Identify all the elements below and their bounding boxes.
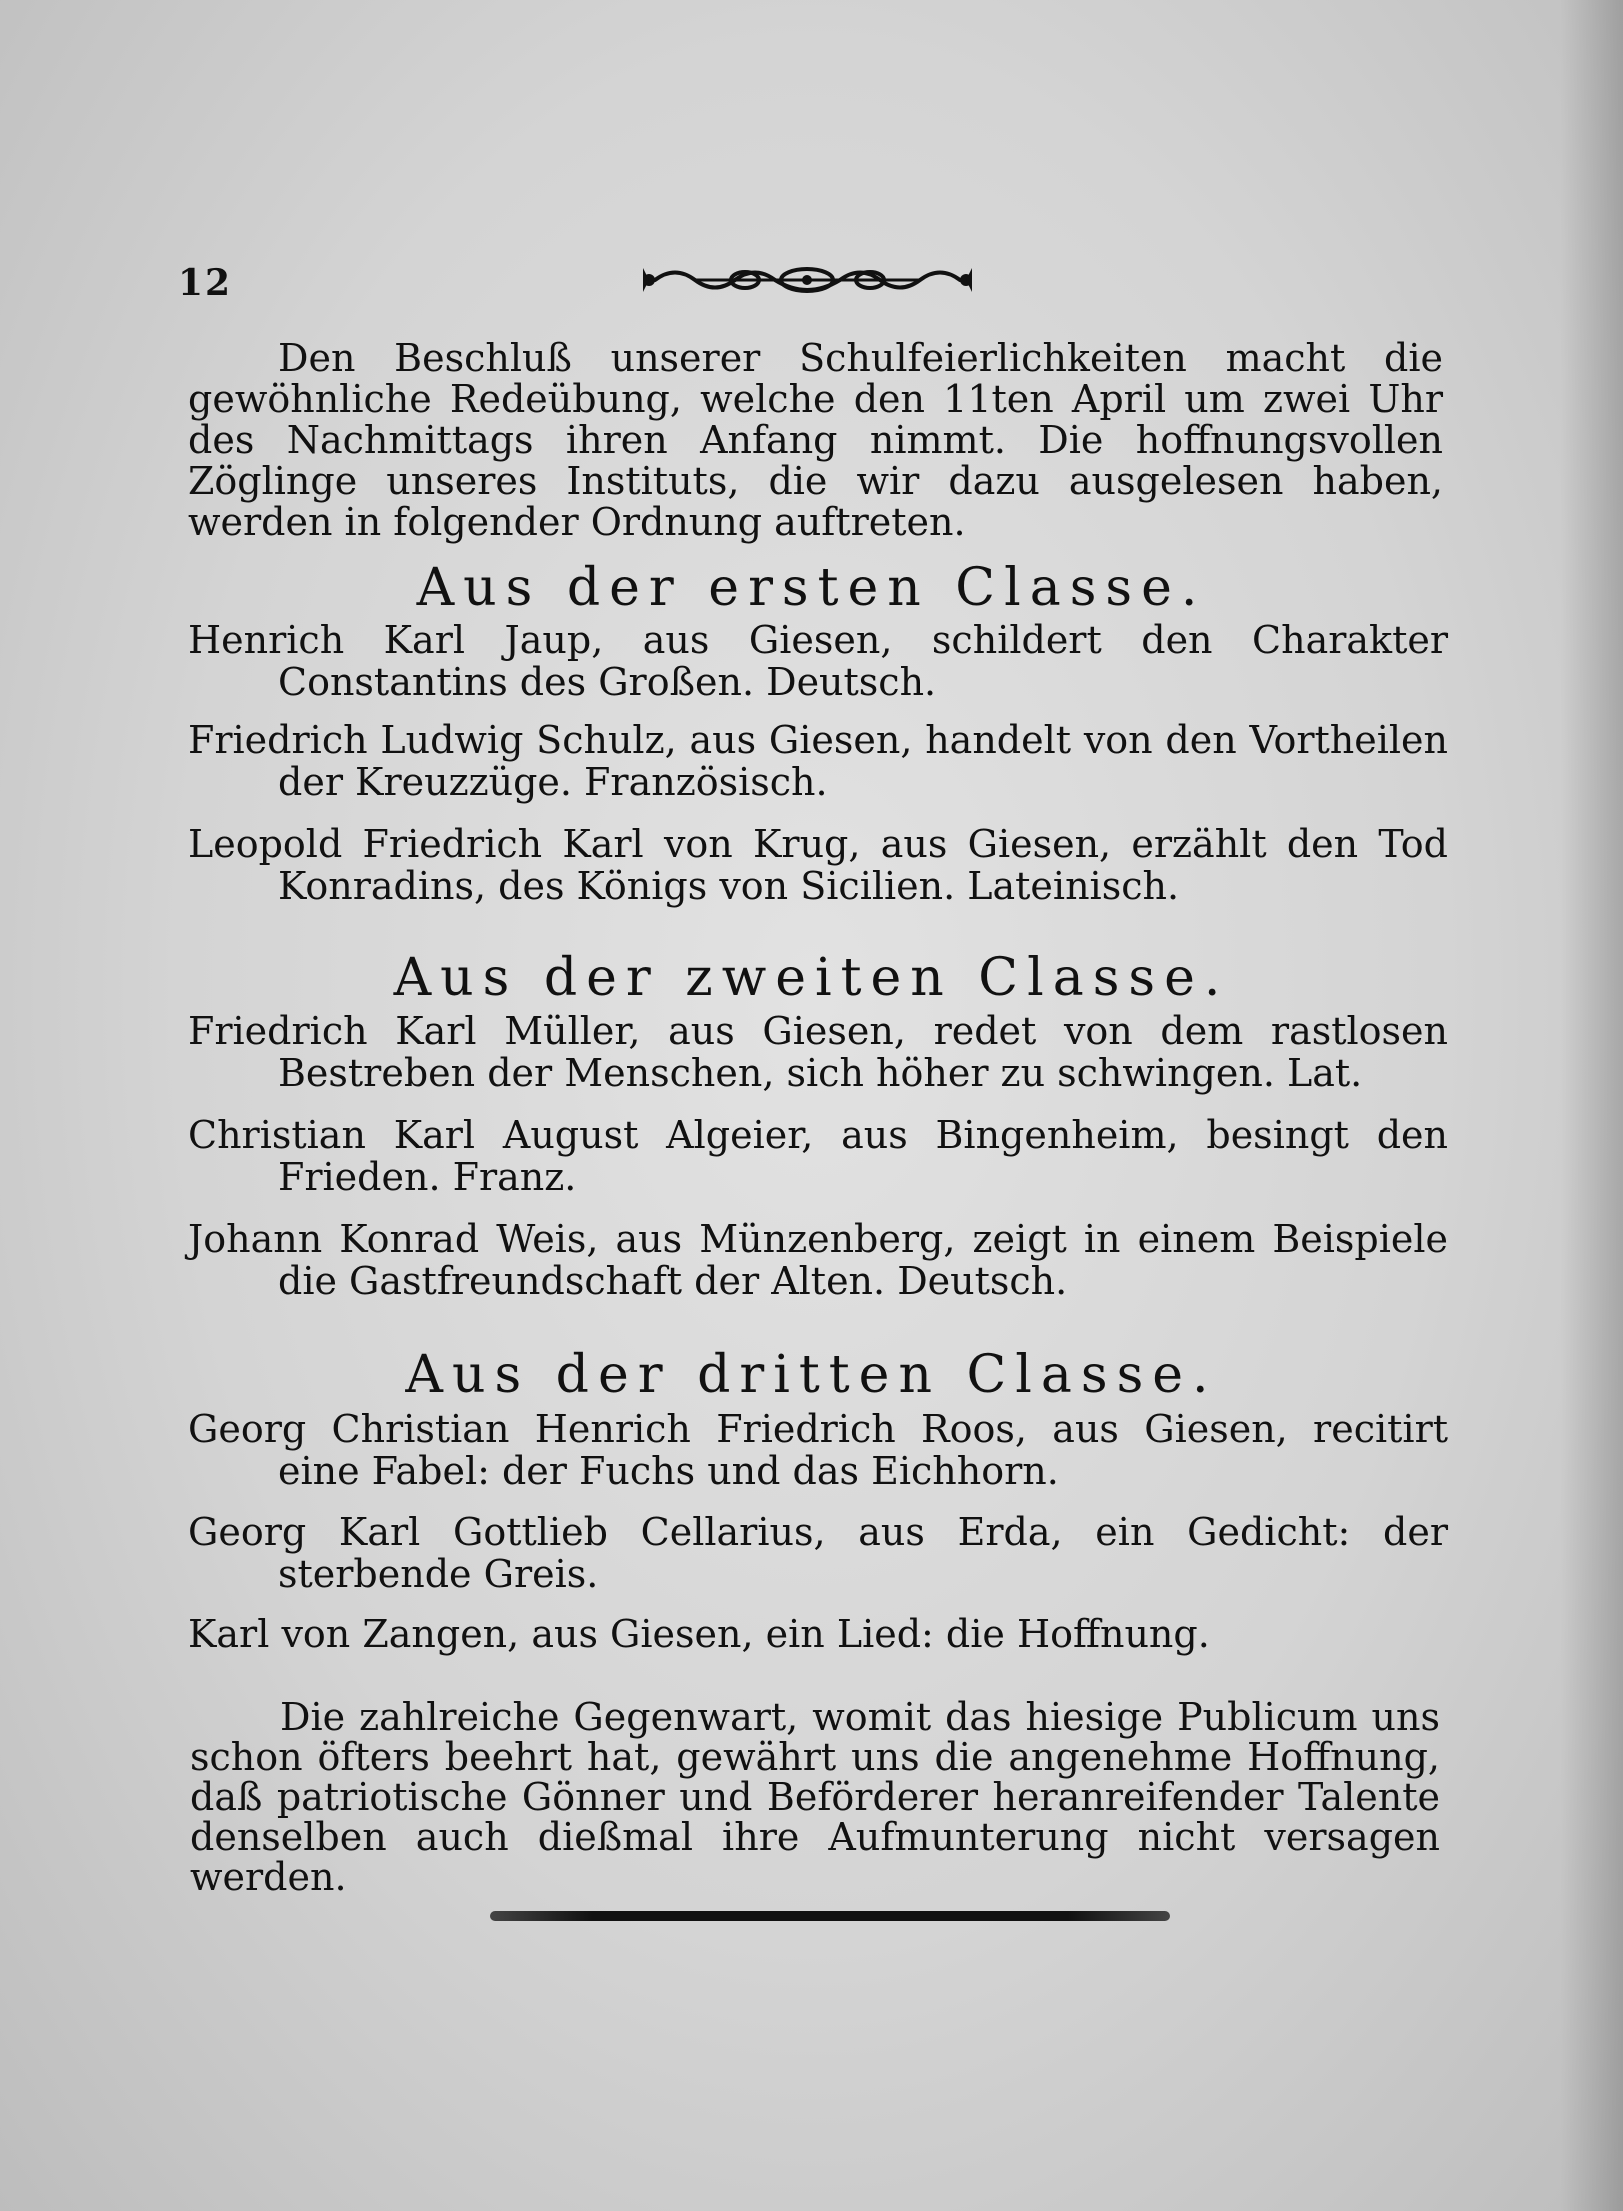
intro-paragraph: Den Beschluß unserer Schulfeierlichkeiten macht die gewöhnliche Redeübung, welche den 11ten April um zwei Uhr des Nachmittags ihren Anfang nimmt. Die hoffnungsvollen Zöglinge unseres Instituts, die wir dazu ausgelesen haben, werden in folgender Ordnung auftreten. <box>188 336 1443 544</box>
list-item: Georg Karl Gottlieb Cellarius, aus Erda, ein Gedicht: der sterbende Greis. <box>188 1510 1448 1596</box>
list-item: Friedrich Ludwig Schulz, aus Giesen, handelt von den Vortheilen der Kreuzzüge. Französisch. <box>188 718 1448 804</box>
list-item: Leopold Friedrich Karl von Krug, aus Giesen, erzählt den Tod Konradins, des Königs von Sicilien. Lateinisch. <box>188 822 1448 908</box>
closing-paragraph: Die zahlreiche Gegenwart, womit das hiesige Publicum uns schon öfters beehrt hat, gewährt uns die angenehme Hoffnung, daß patriotische Gönner und Beförderer heranreifender Talente denselben auch dießmal ihre Aufmunterung nicht versagen werden. <box>190 1695 1440 1899</box>
page-number: 12 <box>178 262 233 304</box>
section-heading-second-class: Aus der zweiten Classe. <box>393 948 1230 1008</box>
list-item: Johann Konrad Weis, aus Münzenberg, zeigt in einem Beispiele die Gastfreundschaft der Alten. Deutsch. <box>188 1217 1448 1303</box>
section-heading-third-class: Aus der dritten Classe. <box>405 1345 1218 1405</box>
list-item: Georg Christian Henrich Friedrich Roos, aus Giesen, recitirt eine Fabel: der Fuchs und das Eichhorn. <box>188 1407 1448 1493</box>
ornament-flourish-icon <box>635 250 980 310</box>
section-heading-first-class: Aus der ersten Classe. <box>416 558 1207 618</box>
list-item: Friedrich Karl Müller, aus Giesen, redet von dem rastlosen Bestreben der Menschen, sich höher zu schwingen. Lat. <box>188 1009 1448 1095</box>
list-item: Henrich Karl Jaup, aus Giesen, schildert den Charakter Constantins des Großen. Deutsch. <box>188 618 1448 704</box>
list-item: Karl von Zangen, aus Giesen, ein Lied: die Hoffnung. <box>188 1612 1210 1656</box>
page-edge-shadow <box>1560 0 1623 2211</box>
list-item: Christian Karl August Algeier, aus Bingenheim, besingt den Frieden. Franz. <box>188 1113 1448 1199</box>
closing-rule-divider <box>490 1911 1170 1921</box>
